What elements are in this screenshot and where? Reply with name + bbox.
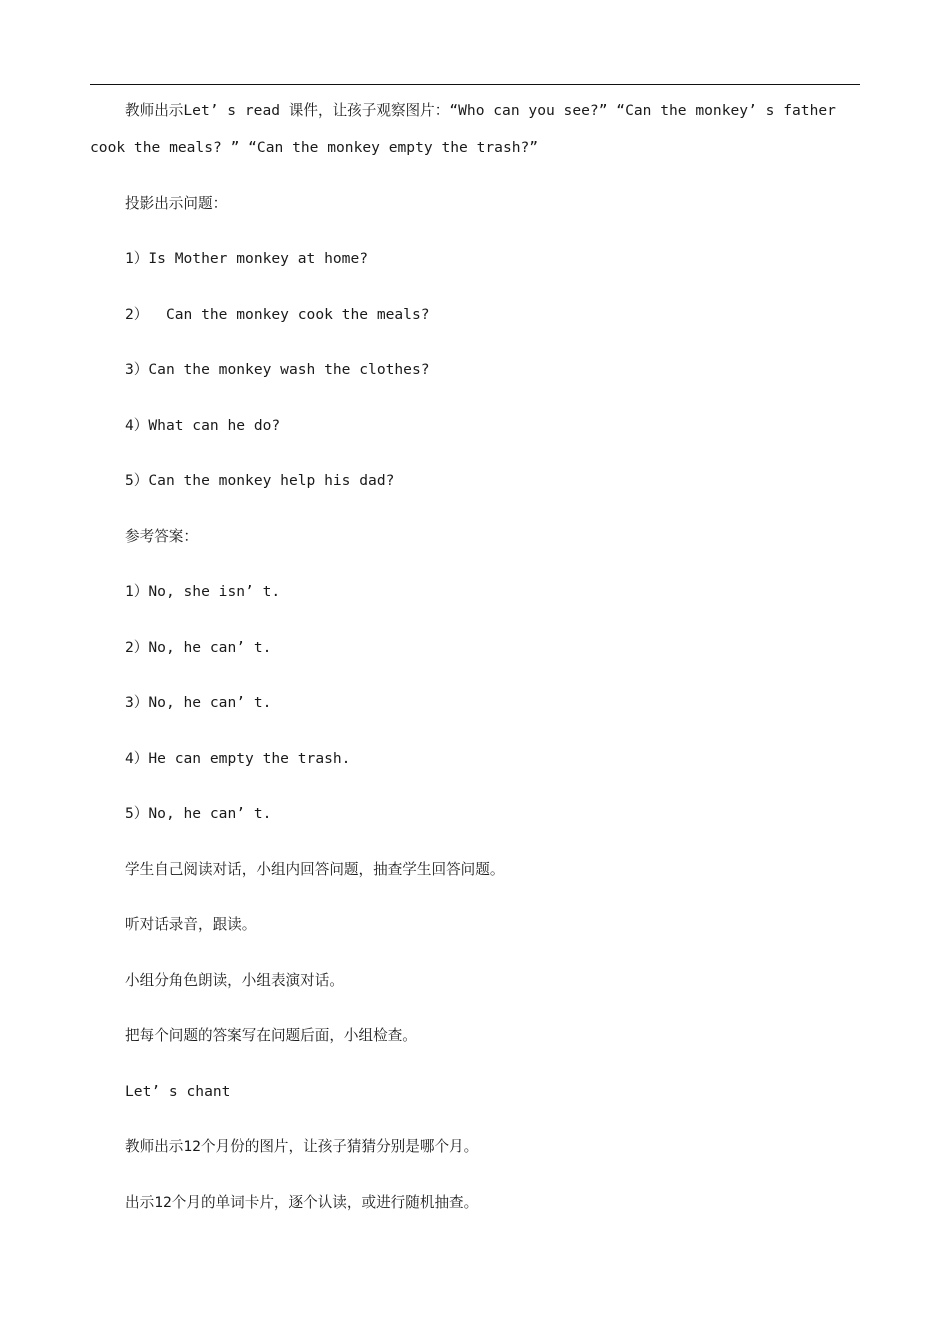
questions-heading: 投影出示问题： <box>125 194 228 212</box>
question-item: 2） Can the monkey cook the meals? <box>125 305 430 323</box>
answer-item: 3）No, he can’ t. <box>125 694 272 711</box>
step-item: 小组分角色朗读，小组表演对话。 <box>125 971 344 989</box>
question-item: 5）Can the monkey help his dad? <box>125 472 395 489</box>
question-item: 3）Can the monkey wash the clothes? <box>125 361 430 378</box>
step-item: 把每个问题的答案写在问题后面，小组检查。 <box>125 1027 417 1044</box>
chant-heading: Let’ s chant <box>125 1082 231 1100</box>
question-item: 1）Is Mother monkey at home? <box>125 250 369 267</box>
answer-item: 1）No, she isn’ t. <box>125 583 281 600</box>
answers-heading: 参考答案： <box>125 527 198 545</box>
document-body <box>90 92 860 1221</box>
intro-paragraph: 教师出示Let’ s read 课件，让孩子观察图片：“Who can you see?” “Can the monkey’ s father cook the meals? ” “Can the monkey empty the trash?” <box>90 102 845 156</box>
step-item: 听对话录音，跟读。 <box>125 916 257 933</box>
chant-step-item: 出示12个月的单词卡片，逐个认读，或进行随机抽查。 <box>125 1193 479 1211</box>
header-rule <box>90 84 860 85</box>
answer-item: 5）No, he can’ t. <box>125 805 272 822</box>
step-item: 学生自己阅读对话，小组内回答问题，抽查学生回答问题。 <box>125 860 505 878</box>
answer-item: 2）No, he can’ t. <box>125 638 272 656</box>
chant-step-item: 教师出示12个月份的图片，让孩子猜猜分别是哪个月。 <box>125 1138 479 1155</box>
answer-item: 4）He can empty the trash. <box>125 749 351 767</box>
question-item: 4）What can he do? <box>125 416 281 434</box>
